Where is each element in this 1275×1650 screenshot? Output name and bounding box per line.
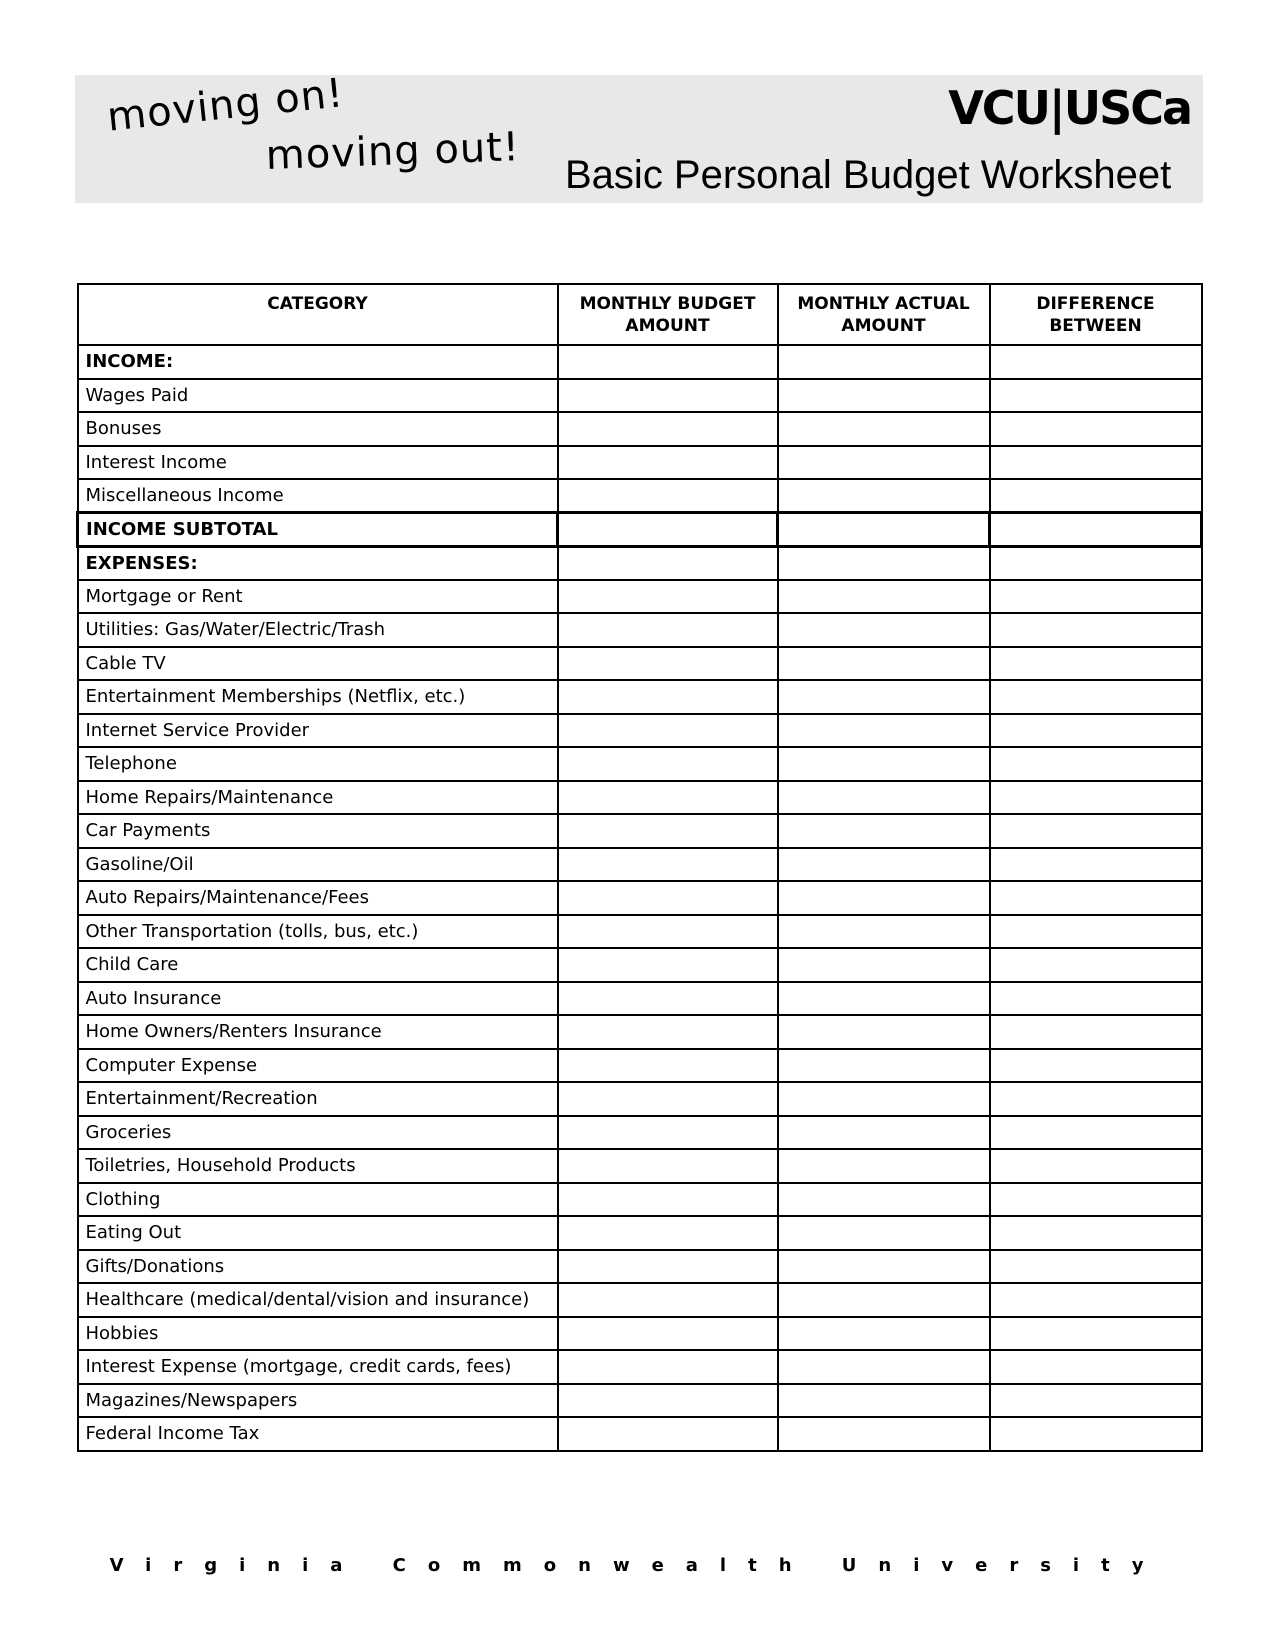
actual-amount-cell[interactable] (778, 814, 990, 848)
table-row (78, 982, 1202, 1016)
row-label: Home Owners/Renters Insurance (78, 1015, 558, 1049)
row-label: Home Repairs/Maintenance (78, 781, 558, 815)
actual-amount-cell[interactable] (778, 345, 990, 379)
header-banner (75, 70, 1203, 203)
actual-amount-cell[interactable] (778, 479, 990, 513)
actual-amount-cell[interactable] (778, 446, 990, 480)
row-label: Auto Insurance (78, 982, 558, 1016)
budget-amount-cell[interactable] (558, 446, 778, 480)
row-label: Interest Expense (mortgage, credit cards, fees) (78, 1350, 558, 1384)
table-row (78, 513, 1202, 547)
budget-amount-cell[interactable] (558, 982, 778, 1016)
budget-amount-cell[interactable] (558, 680, 778, 714)
row-label: Entertainment Memberships (Netflix, etc.) (78, 680, 558, 714)
budget-table (76, 283, 1203, 1452)
difference-cell[interactable] (990, 345, 1202, 379)
column-header-difference: DIFFERENCE BETWEEN (990, 284, 1202, 345)
budget-amount-cell[interactable] (558, 747, 778, 781)
table-row (78, 1250, 1202, 1284)
table-row (78, 814, 1202, 848)
actual-amount-cell[interactable] (778, 982, 990, 1016)
actual-amount-cell[interactable] (778, 613, 990, 647)
row-label: Gifts/Donations (78, 1250, 558, 1284)
column-header-category: CATEGORY (78, 284, 558, 345)
row-label: Federal Income Tax (78, 1417, 558, 1451)
difference-cell[interactable] (990, 714, 1202, 748)
actual-amount-cell[interactable] (778, 680, 990, 714)
difference-cell[interactable] (990, 781, 1202, 815)
table-row (78, 479, 1202, 513)
difference-cell[interactable] (990, 814, 1202, 848)
budget-amount-cell[interactable] (558, 479, 778, 513)
row-label: Computer Expense (78, 1049, 558, 1083)
difference-cell[interactable] (990, 1049, 1202, 1083)
table-row (78, 948, 1202, 982)
budget-amount-cell[interactable] (558, 1250, 778, 1284)
budget-amount-cell[interactable] (558, 1082, 778, 1116)
difference-cell[interactable] (990, 982, 1202, 1016)
budget-amount-cell[interactable] (558, 1183, 778, 1217)
difference-cell[interactable] (990, 1317, 1202, 1351)
table-row (78, 1417, 1202, 1451)
table-row (78, 881, 1202, 915)
row-label: Auto Repairs/Maintenance/Fees (78, 881, 558, 915)
actual-amount-cell[interactable] (778, 412, 990, 446)
table-row (78, 915, 1202, 949)
column-header-monthly-actual: MONTHLY ACTUAL AMOUNT (778, 284, 990, 345)
row-label: Eating Out (78, 1216, 558, 1250)
actual-amount-cell[interactable] (778, 915, 990, 949)
actual-amount-cell[interactable] (778, 1350, 990, 1384)
budget-amount-cell[interactable] (558, 948, 778, 982)
difference-cell[interactable] (990, 1183, 1202, 1217)
table-row (78, 1317, 1202, 1351)
budget-amount-cell[interactable] (558, 1015, 778, 1049)
row-label: Internet Service Provider (78, 714, 558, 748)
table-row (78, 1350, 1202, 1384)
budget-amount-cell[interactable] (558, 814, 778, 848)
difference-cell[interactable] (990, 948, 1202, 982)
budget-amount-cell[interactable] (558, 1216, 778, 1250)
actual-amount-cell[interactable] (778, 714, 990, 748)
row-label: Child Care (78, 948, 558, 982)
budget-amount-cell[interactable] (558, 647, 778, 681)
actual-amount-cell[interactable] (778, 546, 990, 580)
row-label: Magazines/Newspapers (78, 1384, 558, 1418)
budget-amount-cell[interactable] (558, 379, 778, 413)
budget-amount-cell[interactable] (558, 412, 778, 446)
difference-cell[interactable] (990, 1082, 1202, 1116)
table-row (78, 848, 1202, 882)
actual-amount-cell[interactable] (778, 1216, 990, 1250)
actual-amount-cell[interactable] (778, 1250, 990, 1284)
row-label: INCOME SUBTOTAL (78, 513, 558, 547)
table-row (78, 412, 1202, 446)
actual-amount-cell[interactable] (778, 881, 990, 915)
budget-amount-cell[interactable] (558, 1149, 778, 1183)
row-label: Groceries (78, 1116, 558, 1150)
difference-cell[interactable] (990, 881, 1202, 915)
footer-university-name: Virginia Commonwealth University (109, 1555, 1166, 1576)
difference-cell[interactable] (990, 1015, 1202, 1049)
row-label: Gasoline/Oil (78, 848, 558, 882)
budget-amount-cell[interactable] (558, 781, 778, 815)
budget-amount-cell[interactable] (558, 345, 778, 379)
table-row (78, 781, 1202, 815)
actual-amount-cell[interactable] (778, 1049, 990, 1083)
row-label: Other Transportation (tolls, bus, etc.) (78, 915, 558, 949)
table-row (78, 1216, 1202, 1250)
budget-amount-cell[interactable] (558, 1116, 778, 1150)
row-label: Hobbies (78, 1317, 558, 1351)
table-row (78, 1015, 1202, 1049)
budget-amount-cell[interactable] (558, 1384, 778, 1418)
table-row (78, 747, 1202, 781)
budget-amount-cell[interactable] (558, 1317, 778, 1351)
budget-amount-cell[interactable] (558, 714, 778, 748)
actual-amount-cell[interactable] (778, 1082, 990, 1116)
tagline-line-1: moving on! (105, 70, 347, 141)
difference-cell[interactable] (990, 1216, 1202, 1250)
document-title: Basic Personal Budget Worksheet (565, 153, 1172, 197)
row-label: Car Payments (78, 814, 558, 848)
row-label: Miscellaneous Income (78, 479, 558, 513)
difference-cell[interactable] (990, 446, 1202, 480)
actual-amount-cell[interactable] (778, 1116, 990, 1150)
difference-cell[interactable] (990, 1384, 1202, 1418)
budget-amount-cell[interactable] (558, 513, 778, 547)
vcu-usca-logo: VCU|USCa (948, 81, 1191, 135)
row-label: Telephone (78, 747, 558, 781)
budget-amount-cell[interactable] (558, 1417, 778, 1451)
actual-amount-cell[interactable] (778, 948, 990, 982)
column-header-monthly-budget: MONTHLY BUDGET AMOUNT (558, 284, 778, 345)
actual-amount-cell[interactable] (778, 1183, 990, 1217)
difference-cell[interactable] (990, 580, 1202, 614)
table-row (78, 379, 1202, 413)
budget-amount-cell[interactable] (558, 613, 778, 647)
table-header-row (78, 284, 1202, 345)
table-row (78, 1116, 1202, 1150)
row-label: Utilities: Gas/Water/Electric/Trash (78, 613, 558, 647)
table-row (78, 1082, 1202, 1116)
budget-amount-cell[interactable] (558, 546, 778, 580)
actual-amount-cell[interactable] (778, 781, 990, 815)
row-label: Toiletries, Household Products (78, 1149, 558, 1183)
row-label: Wages Paid (78, 379, 558, 413)
row-label: Cable TV (78, 647, 558, 681)
difference-cell[interactable] (990, 479, 1202, 513)
actual-amount-cell[interactable] (778, 1015, 990, 1049)
row-label: EXPENSES: (78, 546, 558, 580)
row-label: Interest Income (78, 446, 558, 480)
difference-cell[interactable] (990, 747, 1202, 781)
actual-amount-cell[interactable] (778, 513, 990, 547)
budget-amount-cell[interactable] (558, 1283, 778, 1317)
difference-cell[interactable] (990, 848, 1202, 882)
table-row (78, 680, 1202, 714)
budget-amount-cell[interactable] (558, 915, 778, 949)
table-row (78, 647, 1202, 681)
actual-amount-cell[interactable] (778, 1384, 990, 1418)
table-row (78, 1183, 1202, 1217)
actual-amount-cell[interactable] (778, 379, 990, 413)
budget-amount-cell[interactable] (558, 580, 778, 614)
difference-cell[interactable] (990, 412, 1202, 446)
actual-amount-cell[interactable] (778, 848, 990, 882)
row-label: INCOME: (78, 345, 558, 379)
row-label: Healthcare (medical/dental/vision and insurance) (78, 1283, 558, 1317)
actual-amount-cell[interactable] (778, 1317, 990, 1351)
difference-cell[interactable] (990, 680, 1202, 714)
difference-cell[interactable] (990, 613, 1202, 647)
row-label: Mortgage or Rent (78, 580, 558, 614)
table-row (78, 1384, 1202, 1418)
actual-amount-cell[interactable] (778, 580, 990, 614)
difference-cell[interactable] (990, 1283, 1202, 1317)
difference-cell[interactable] (990, 1417, 1202, 1451)
table-row (78, 1049, 1202, 1083)
budget-amount-cell[interactable] (558, 1350, 778, 1384)
budget-amount-cell[interactable] (558, 881, 778, 915)
difference-cell[interactable] (990, 1116, 1202, 1150)
row-label: Clothing (78, 1183, 558, 1217)
difference-cell[interactable] (990, 1149, 1202, 1183)
difference-cell[interactable] (990, 1350, 1202, 1384)
actual-amount-cell[interactable] (778, 1417, 990, 1451)
row-label: Entertainment/Recreation (78, 1082, 558, 1116)
tagline-line-2: moving out! (265, 124, 521, 179)
table-row (78, 714, 1202, 748)
difference-cell[interactable] (990, 513, 1202, 547)
table-row (78, 546, 1202, 580)
table-row (78, 613, 1202, 647)
difference-cell[interactable] (990, 1250, 1202, 1284)
table-row (78, 446, 1202, 480)
row-label: Bonuses (78, 412, 558, 446)
difference-cell[interactable] (990, 546, 1202, 580)
table-row (78, 1149, 1202, 1183)
table-row (78, 1283, 1202, 1317)
actual-amount-cell[interactable] (778, 1149, 990, 1183)
difference-cell[interactable] (990, 379, 1202, 413)
difference-cell[interactable] (990, 915, 1202, 949)
budget-amount-cell[interactable] (558, 1049, 778, 1083)
actual-amount-cell[interactable] (778, 747, 990, 781)
actual-amount-cell[interactable] (778, 1283, 990, 1317)
actual-amount-cell[interactable] (778, 647, 990, 681)
difference-cell[interactable] (990, 647, 1202, 681)
budget-amount-cell[interactable] (558, 848, 778, 882)
table-row (78, 580, 1202, 614)
table-row (78, 345, 1202, 379)
